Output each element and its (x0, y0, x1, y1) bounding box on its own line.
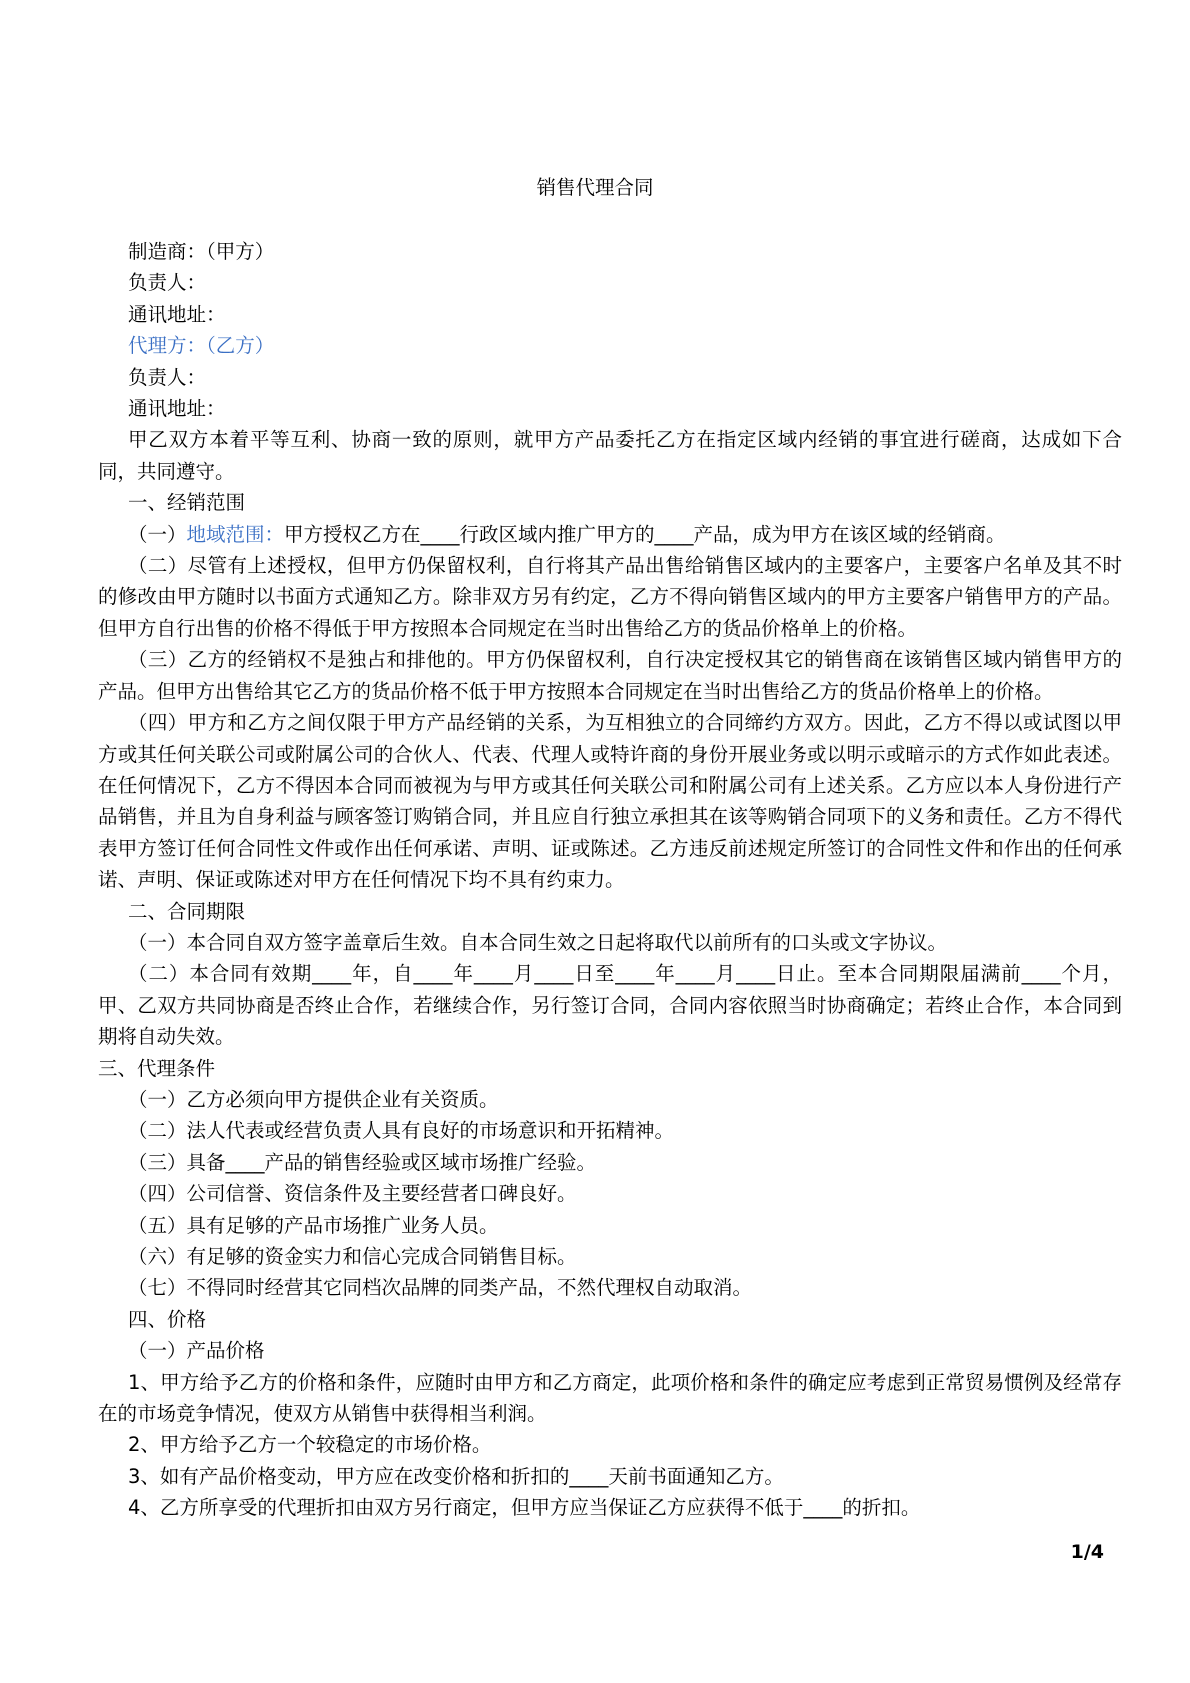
section-1-clause-4: （四）甲方和乙方之间仅限于甲方产品经销的关系，为互相独立的合同缔约方双方。因此，乙方不得以或试图以甲方或其任何关联公司或附属公司的合伙人、代表、代理人或特许商的身份开展业务或以明示或暗示的方式作如此表述。在任何情况下，乙方不得因本合同而被视为与甲方或其任何关联公司和附属公司有上述关系。乙方应以本人身份进行产品销售，并且为自身利益与顾客签订购销合同，并且应自行独立承担其在该等购销合同项下的义务和责任。乙方不得代表甲方签订任何合同性文件或作出任何承诺、声明、证或陈述。乙方违反前述规定所签订的合同性文件和作出的任何承诺、声明、保证或陈述对甲方在任何情况下均不具有约束力。 (98, 711, 1122, 892)
section-3-heading: 三、代理条件 (98, 1056, 216, 1080)
manufacturer-address-line: 通讯地址： (128, 302, 226, 326)
section-1-heading: 一、经销范围 (128, 491, 246, 515)
document-body (98, 236, 1122, 1524)
section-1-clause-3: （三）乙方的经销权不是独占和排他的。甲方仍保留权利，自行决定授权其它的销售商在该销售区域内销售甲方的产品。但甲方出售给其它乙方的货品价格不低于甲方按照本合同规定在当时出售给乙方的货品价格单上的价格。 (98, 648, 1122, 703)
region-scope-label: 地域范围： (186, 522, 285, 546)
section-3-item: （二）法人代表或经营负责人具有良好的市场意识和开拓精神。 (128, 1119, 675, 1143)
section-4-item: 4、乙方所享受的代理折扣由双方另行商定，但甲方应当保证乙方应获得不低于____的折扣。 (128, 1496, 921, 1520)
section-4-item: 1、甲方给予乙方的价格和条件，应随时由甲方和乙方商定，此项价格和条件的确定应考虑到正常贸易惯例及经常存在的市场竞争情况，使双方从销售中获得相当利润。 (98, 1370, 1122, 1426)
agent-address-line: 通讯地址： (128, 397, 226, 421)
section-3-item: （六）有足够的资金实力和信心完成合同销售目标。 (128, 1245, 577, 1268)
page-number: 1/4 (1070, 1541, 1104, 1563)
manufacturer-line: 制造商：（甲方） (128, 240, 275, 263)
section-3-item: （四）公司信誉、资信条件及主要经营者口碑良好。 (128, 1182, 577, 1206)
section-4-item: 3、如有产品价格变动，甲方应在改变价格和折扣的____天前书面通知乙方。 (128, 1464, 784, 1488)
agent-line: 代理方：（乙方） (128, 334, 275, 358)
section-2-clause-2: （二）本合同有效期____年，自____年____月____日至____年____月____日止。至本合同期限届满前____个月，甲、乙双方共同协商是否终止合作，若继续合作，另行签订合同，合同内容依照当时协商确定；若终止合作，本合同到期将自动失效。 (98, 962, 1122, 1049)
section-3-item: （五）具有足够的产品市场推广业务人员。 (128, 1213, 499, 1237)
section-2-clause-1: （一）本合同自双方签字盖章后生效。自本合同生效之日起将取代以前所有的口头或文字协议。 (128, 930, 948, 954)
clause-number: （一） (128, 522, 187, 546)
clause-text: 甲方授权乙方在____行政区域内推广甲方的____产品，成为甲方在该区域的经销商。 (284, 522, 1006, 546)
intro-paragraph: 甲乙双方本着平等互利、协商一致的原则，就甲方产品委托乙方在指定区域内经销的事宜进行磋商，达成如下合同，共同遵守。 (98, 428, 1122, 483)
section-4-item: 2、甲方给予乙方一个较稳定的市场价格。 (128, 1433, 492, 1457)
document-title: 销售代理合同 (536, 176, 654, 199)
manufacturer-responsible-line: 负责人： (128, 271, 207, 295)
section-1-clause-2: （二）尽管有上述授权，但甲方仍保留权利，自行将其产品出售给销售区域内的主要客户，主要客户名单及其不时的修改由甲方随时以书面方式通知乙方。除非双方另有约定，乙方不得向销售区域内的甲方主要客户销售甲方的产品。但甲方自行出售的价格不得低于甲方按照本合同规定在当时出售给乙方的货品价格单上的价格。 (98, 554, 1122, 640)
section-4-subheading: （一）产品价格 (128, 1339, 265, 1363)
section-3-item: （一）乙方必须向甲方提供企业有关资质。 (128, 1087, 499, 1111)
section-2-heading: 二、合同期限 (128, 899, 246, 923)
agent-responsible-line: 负责人： (128, 365, 207, 389)
section-1-clause-1 (98, 519, 1122, 550)
section-4-heading: 四、价格 (128, 1307, 207, 1331)
section-3-item: （七）不得同时经营其它同档次品牌的同类产品，不然代理权自动取消。 (128, 1276, 753, 1300)
section-3-item: （三）具备____产品的销售经验或区域市场推广经验。 (128, 1150, 597, 1174)
